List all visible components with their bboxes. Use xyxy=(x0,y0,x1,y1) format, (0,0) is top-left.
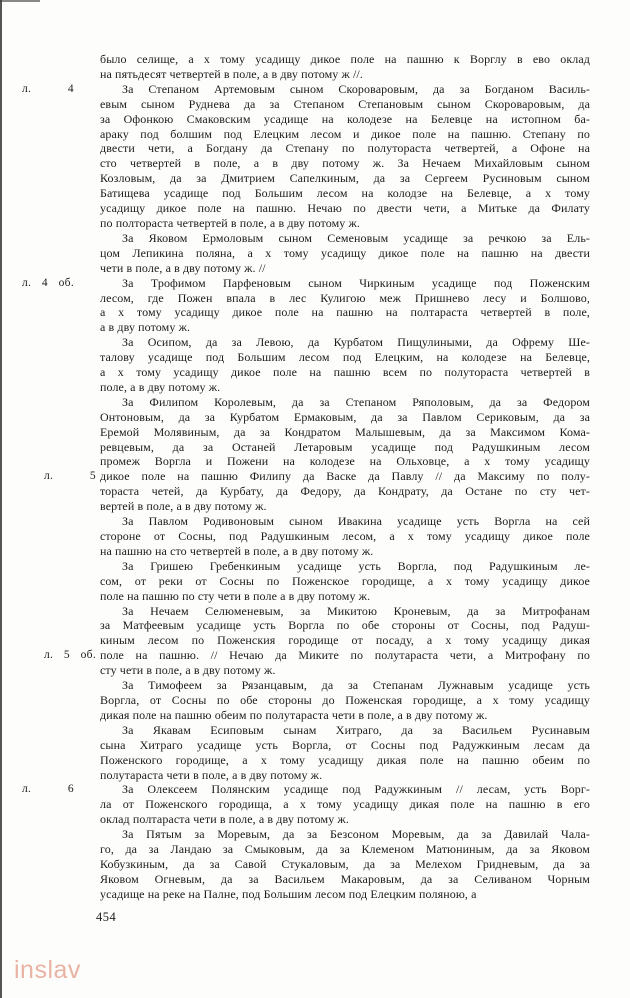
text-line: сту чети в поле, а в дву потому ж. xyxy=(100,663,276,678)
text-line: Яковом Огневым, да за Васильем Макаровым, да за Селиваном Чорным xyxy=(100,871,590,886)
text-line: двести чети, а Богдану да Степану по полутораста четвертей, а Офоне на xyxy=(100,141,590,156)
text-line: чети в поле, а в дву потому ж. // xyxy=(100,260,266,275)
text-line: ла от Поженского городища, а х тому усадищу дикая поле на пашню в его xyxy=(100,797,590,812)
text-line: Онтоновым, да за Курбатом Ермаковым, да за Павлом Сериковым, да за xyxy=(100,409,590,424)
scan-edge-artifact xyxy=(0,0,2,998)
text-line: За Трофимом Парфеновым сыном Чиркиным усадище под Поженским л. 4 об. xyxy=(22,275,590,290)
text-line: было селище, а х тому усадищу дикое поле на пашню к Ворглу в ево оклад xyxy=(100,52,590,66)
text-line: Воргла, от Сосны по обе стороны до Поженская городище, а х тому усадищу xyxy=(100,692,590,707)
text-line: за Офонкою Смаковским усадище на колодезе на Белевце на истопном ба- xyxy=(100,111,590,126)
text-line: усадище на реке на Палне, под Большим лесом под Елецким поляною, а xyxy=(100,886,477,901)
text-line: За Филипом Королевым, да за Степаном Ряполовым, да за Федором xyxy=(122,394,590,409)
text-line: За Олексеем Полянским усадище под Радужкиным // лесам, усть Ворг- л. 6 xyxy=(22,782,590,797)
text-line: За Гришею Гребенкиным усадище усть Воргла, под Радушкиным ле- xyxy=(122,558,590,573)
text-line: За Осипом, да за Левою, да Курбатом Пищулиными, да Офрему Ше- xyxy=(122,335,590,350)
text-line: поле на пашню по сту чети в поле а в дву потому ж. xyxy=(100,588,371,603)
text-line: по полтораста четвертей в поле, а в дву потому ж. xyxy=(100,215,360,230)
paragraph xyxy=(100,723,590,783)
text-line: за Матфеевым усадище усть Воргла по обе стороны от Сосны, под Радуш- xyxy=(100,618,590,633)
paragraph xyxy=(44,394,590,514)
text-line: стороне от Сосны, под Радушкиным лесом, а х тому усадищу дикое поле xyxy=(100,529,590,543)
text-line: полутараста чети в поле, а в дву потому ж. xyxy=(100,767,323,782)
text-line: лесом, где Пожен впала в лес Кулигою меж Пришнево лесу и Болшово, xyxy=(100,290,590,305)
paragraph xyxy=(100,231,590,276)
text-line: За Тимофеем за Рязанцавым, да за Степанам Лужнавым усадище усть xyxy=(122,678,590,693)
text-line: сом, от реки от Сосны по Поженское городище, а х тому усадищу дикое xyxy=(100,573,590,588)
text-line: Батищева усадище под Большим лесом на колодзе на Белевце, а х тому xyxy=(100,186,590,201)
text-line: сто четвертей в поле, а в дву потому ж. За Нечаем Михайловым сыном xyxy=(100,156,590,171)
text-line: За Павлом Родивоновым сыном Ивакина усадище усть Воргла на сей xyxy=(122,514,590,529)
paragraph xyxy=(100,827,590,902)
paragraph xyxy=(22,782,590,827)
text-line: дикое поле на пашню Филипу да Васке да Павлу // да Максиму по полу- л. 5 xyxy=(44,469,590,484)
text-line: тораста четей, да Курбату, да Федору, да Кондрату, да Остане по сту чет- xyxy=(100,484,590,499)
folio-margin-label: л. 5 xyxy=(44,470,96,483)
text-line: дикая поле на пашню обеим по полутараста чети в поле, а в дву потому ж. xyxy=(100,707,488,722)
text-line: сына Хитраго усадище усть Воргла, от Сосны под Радужкиным лесам да xyxy=(100,737,590,752)
text-line: усадищу дикое поле на пашню. Нечаю по двести чети, а Митьке да Филату xyxy=(100,201,590,216)
paragraph xyxy=(100,335,590,395)
text-line: цом Лепикина поляна, а х тому усадищу дикое поле на пашню на двести xyxy=(100,245,590,260)
page-number: 454 xyxy=(96,910,117,924)
text-line: промеж Воргла и Пожени на колодезе на Ольховце, а х тому усадищу xyxy=(100,454,590,469)
text-line: За Пятым за Моревым, да за Безсоном Моревым, да за Давилай Чала- xyxy=(122,827,590,842)
text-line: За Нечаем Селюменевым, за Микитою Кроневым, да за Митрофанам xyxy=(122,603,590,618)
paragraph xyxy=(44,603,590,679)
folio-margin-label: л. 6 xyxy=(22,783,74,796)
text-line: а в дву потому ж. xyxy=(100,320,191,335)
folio-margin-label: л. 5 об. xyxy=(44,649,96,662)
paragraph xyxy=(100,559,590,604)
folio-margin-label: л. 4 xyxy=(22,82,74,95)
paragraph xyxy=(22,275,590,336)
text-line: на пашню на сто четвертей в поле, а в дву потому ж. xyxy=(100,543,374,558)
text-line: ревцевым, да за Останей Летаровым усадище под Радушкиным лесом xyxy=(100,439,590,454)
text-line: вертей в поле, а в дву потому ж. xyxy=(100,499,267,514)
text-line: За Якавам Есиповым сынам Хитраго, да за Васильем Русинавым xyxy=(122,722,590,737)
folio-margin-label: л. 4 об. xyxy=(22,276,74,289)
paragraph xyxy=(22,81,590,231)
text-line: Козловым, да за Дмитрием Сапелкиным, да за Сергеем Русиновым сыном xyxy=(100,171,590,186)
text-line: За Яковом Ермоловым сыном Семеновым усадище за речкою за Ель- xyxy=(122,230,590,245)
text-line: поле, а в дву потому ж. xyxy=(100,379,221,394)
text-line: Еремой Молявиным, да за Кондратом Малышевым, да за Максимом Кома- xyxy=(100,424,590,439)
text-line: поле на пашню. // Нечаю да Миките по полутараста чети, а Митрофану по л. 5 об. xyxy=(44,648,590,663)
scan-edge-top-artifact xyxy=(0,0,40,2)
text-column xyxy=(22,52,590,902)
text-line: евым сыном Руднева да за Степаном Степановым сыном Скороваровым, да xyxy=(100,96,590,111)
text-line: Кобузкиным, да за Савой Стукаловым, да за Мелехом Гридневым, да за xyxy=(100,856,590,871)
paragraph xyxy=(100,52,590,82)
text-line: Поженского городище, а х тому усадищу дикая поле на пашню обеим по xyxy=(100,752,590,767)
text-line: талову усадище под Большим лесом под Елецким, на колодезе на Белевце, xyxy=(100,350,590,365)
paragraph xyxy=(100,514,590,559)
text-line: го, да за Ландаю за Смыковым, да за Клеменом Матюниным, да за Яковом xyxy=(100,842,590,857)
text-line: араку под болшим под Елецким лесом и дикое поле на пашню. Степану по xyxy=(100,126,590,141)
text-line: киным лесом по Поженския городище от посаду, а х тому усадищу дикая xyxy=(100,633,590,648)
text-line: а х тому усадищу дикое поле на пашню на полтараста четвертей в поле, xyxy=(100,305,590,320)
text-line: оклад полтараста чети в поле, а в дву потому ж. xyxy=(100,812,349,827)
watermark-inslav: inslav xyxy=(14,956,81,984)
text-line: а х тому усадищу дикое поле на пашню всем по полутораста четвертей в xyxy=(100,365,590,380)
paragraph xyxy=(100,678,590,723)
text-line: на пятьдесят четвертей в поле, а в дву потому ж //. xyxy=(100,66,363,81)
text-line: За Степаном Артемовым сыном Скороваровым, да за Богданом Василь- л. 4 xyxy=(22,81,590,96)
